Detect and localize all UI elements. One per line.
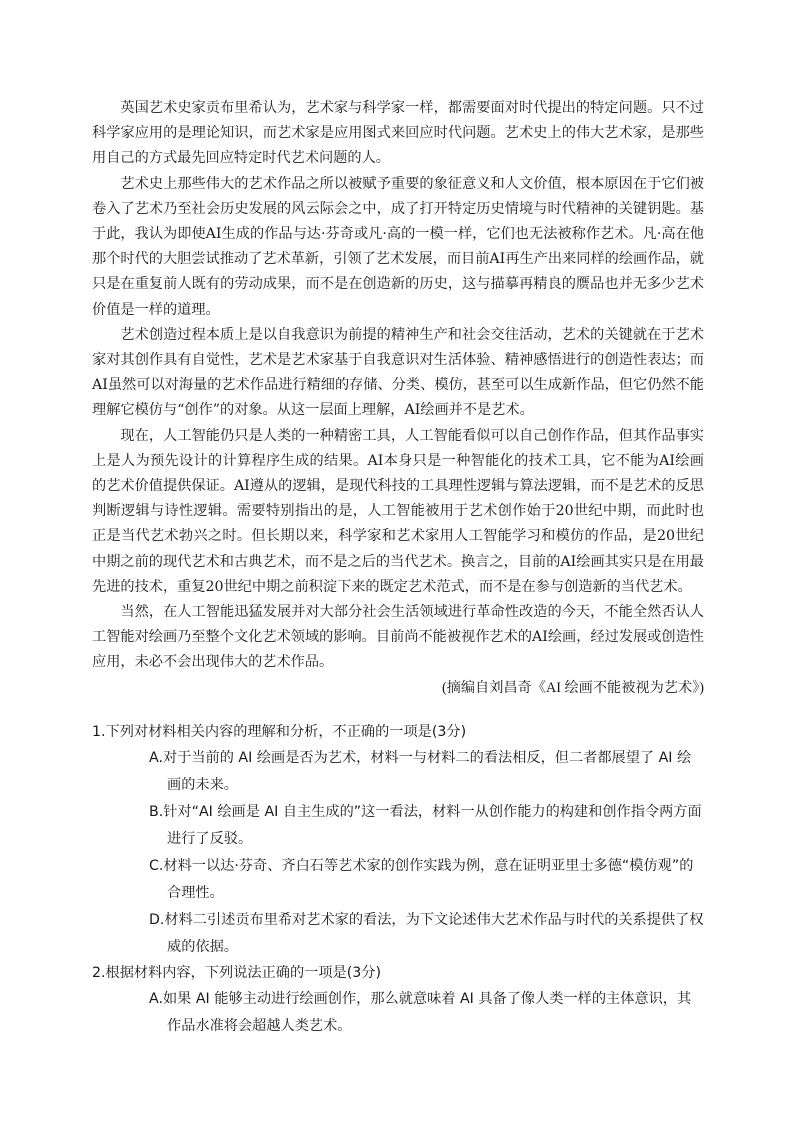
- reading-passage: [92, 96, 704, 701]
- option-a: A.如果 AI 能够主动进行绘画创作，那么就意味着 AI 具备了像人类一样的主体意识，其作品水准将会超越人类艺术。: [149, 991, 692, 1035]
- question-stem: 2.根据材料内容，下列说法正确的一项是(3分): [92, 965, 382, 982]
- passage-paragraph-4: 现在，人工智能仍只是人类的一种精密工具，人工智能看似可以自己创作作品，但其作品事实上是人为预先设计的计算程序生成的结果。AI本身只是一种智能化的技术工具，它不能为AI绘画的艺术价值提供保证。AI遵从的逻辑，是现代科技的工具理性逻辑与算法逻辑，而不是艺术的反思判断逻辑与诗性逻辑。需要特别指出的是，人工智能被用于艺术创作始于20世纪中期，而此时也正是当代艺术勃兴之时。但长期以来，科学家和艺术家用人工智能学习和模仿的作品，是20世纪中期之前的现代艺术和古典艺术，而不是之后的当代艺术。换言之，目前的AI绘画其实只是在用最先进的技术，重复20世纪中期之前积淀下来的既定艺术范式，而不是在参与创造新的当代艺术。: [92, 427, 704, 595]
- passage-source: (摘编自刘昌奇《AI 绘画不能被视为艺术》): [441, 679, 704, 696]
- option-c: C.材料一以达·芬奇、齐白石等艺术家的创作实践为例，意在证明亚里士多德“模仿观”的合理性。: [149, 858, 694, 902]
- passage-paragraph-5: 当然，在人工智能迅猛发展并对大部分社会生活领域进行革命性改造的今天，不能全然否认人工智能对绘画乃至整个文化艺术领域的影响。目前尚不能被视作艺术的AI绘画，经过发展或创造性应用，未必不会出现伟大的艺术作品。: [92, 604, 704, 671]
- passage-paragraph-3: 艺术创造过程本质上是以自我意识为前提的精神生产和社会交往活动，艺术的关键就在于艺术家对其创作具有自觉性，艺术是艺术家基于自我意识对生活体验、精神感悟进行的创造性表达；而AI虽然可以对海量的艺术作品进行精细的存储、分类、模仿，甚至可以生成新作品，但它仍然不能理解它模仿与“创作”的对象。从这一层面上理解，AI绘画并不是艺术。: [92, 326, 704, 419]
- question-2: [92, 961, 704, 1040]
- option-d: D.材料二引述贡布里希对艺术家的看法，为下文论述伟大艺术作品与时代的关系提供了权威的依据。: [149, 912, 704, 956]
- question-stem: 1.下列对材料相关内容的理解和分析，不正确的一项是(3分): [92, 724, 467, 740]
- passage-paragraph-2: 艺术史上那些伟大的艺术作品之所以被赋予重要的象征意义和人文价值，根本原因在于它们被卷入了艺术乃至社会历史发展的风云际会之中，成了打开特定历史情境与时代精神的关键钥匙。基于此，我认为即使AI生成的作品与达·芬奇或凡·高的一模一样，它们也无法被称作艺术。凡·高在他那个时代的大胆尝试推动了艺术革新，引领了艺术发展，而目前AI再生产出来同样的绘画作品，就只是在重复前人既有的劳动成果，而不是在创造新的历史，这与描摹再精良的赝品也并无多少艺术价值是一样的道理。: [92, 175, 704, 318]
- option-a: A.对于当前的 AI 绘画是否为艺术，材料一与材料二的看法相反，但二者都展望了 AI 绘画的未来。: [149, 750, 692, 794]
- option-b: B.针对“AI 绘画是 AI 自主生成的”这一看法，材料一从创作能力的构建和创作指令两方面进行了反驳。: [149, 804, 702, 848]
- question-1: [92, 720, 704, 961]
- question-list: [92, 720, 704, 1040]
- passage-paragraph-1: 英国艺术史家贡布里希认为，艺术家与科学家一样，都需要面对时代提出的特定问题。只不过科学家应用的是理论知识，而艺术家是应用图式来回应时代问题。艺术史上的伟大艺术家，是那些用自己的方式最先回应特定时代艺术问题的人。: [92, 100, 704, 167]
